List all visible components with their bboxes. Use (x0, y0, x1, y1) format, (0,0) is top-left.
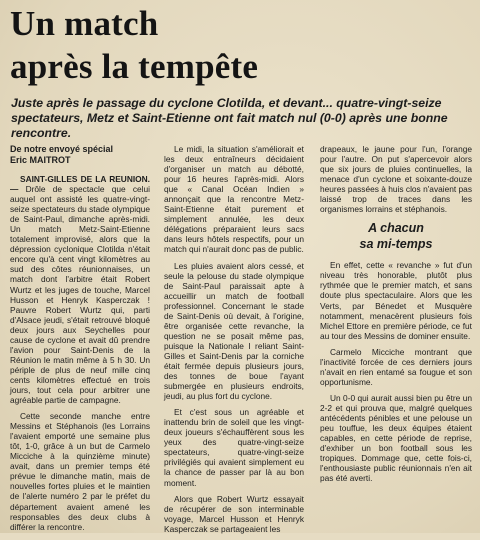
byline-role: De notre envoyé spécial (10, 144, 114, 154)
subheading-line-2: sa mi-temps (359, 237, 433, 252)
subheading-line-1: A chacun (368, 221, 424, 236)
column-3 (320, 144, 472, 489)
column-1 (10, 144, 150, 538)
article-lead: Juste après le passage du cyclone Clotilda, et devant... quatre-vingt-seize spectateurs, Metz et Saint-Etienne ont fait match nul (0-0) après une bonne rencontre. (11, 96, 448, 140)
headline (10, 2, 470, 88)
paragraph: Cette seconde manche entre Messins et Stéphanois (les Lorrains l'avaient emporté une semaine plus tôt, 1-0, grâce à un but de Carmelo Micciche à la quinzième minute) avait, dans un premier temps été prévue le dimanche matin, mais de nouvelles fortes pluies et le maintien de l'alerte numéro 2 par le préfet du département avaient amené les responsables des deux clubs à différer la rencontre. (10, 411, 150, 532)
byline (10, 144, 150, 165)
column-2 (164, 144, 304, 540)
paragraph (10, 174, 150, 405)
paragraph: Carmelo Micciche montrant que l'inactivité forcée de ces derniers jours n'avait en rien entamé sa fougue et son opportunisme. (320, 346, 472, 387)
paragraph: Un 0-0 qui aurait aussi bien pu être un 2-2 et qui prouva que, malgré quelques antécédents pénibles et une pelouse un peu touffue, les deux équipes étaient capables, en cette période de reprise, d'exhiber un bon football sous les tropiques. Dommage que, cette fois-ci, l'enthousiaste public réunionnais n'en ait pas été averti. (320, 392, 472, 484)
paragraph: Le midi, la situation s'améliorait et les deux entraîneurs décidaient d'organiser un match au débotté, pour 16 heures l'après-midi. Alors que « Canal Océan Indien » annonçait que la rencontre Metz-Saint-Etienne était purement et simplement annulée, les deux délégations préparaient leurs sacs dans leurs hôtels respectifs, pour un match qui n'aurait donc pas de public. (164, 144, 304, 255)
headline-line-1: Un match (10, 4, 159, 43)
paragraph: Et c'est sous un agréable et inattendu brin de soleil que les vingt-deux joueurs s'échauffèrent sous les yeux des quatre-vingt-seize spectateurs, quatre-vingt-seize privilégiés qui avaient simplement eu la chance de passer par là au bon moment. (164, 407, 304, 488)
headline-line-2: après la tempête (10, 47, 259, 86)
subheading (320, 220, 472, 252)
byline-author: Eric MAITROT (10, 154, 71, 165)
paragraph: drapeaux, le jaune pour l'un, l'orange pour l'autre. On put s'apercevoir alors que six jours de pluies continuelles, la menace d'un cyclone et soixante-douze heures passées à huis clos n'avaient pas laissé trop de traces dans les organismes lorrains et stéphanois. (320, 144, 472, 215)
paragraph: Alors que Robert Wurtz essayait de récupérer de son interminable voyage, Marcel Husson et Henryk Kasperczak se partageaient les (164, 493, 304, 534)
paragraph: En effet, cette « revanche » fut d'un niveau très honorable, plutôt plus rythmée que le premier match, et sans doute plus spectaculaire. Alors que les Verts, par Bénedet et Musquère notamment, menacèrent plusieurs fois Michel Ettore en première période, ce fut au tour des Messins de dominer ensuite. (320, 260, 472, 341)
dateline: SAINT-GILLES DE LA REUNION. — (10, 174, 150, 195)
paragraph: Les pluies avaient alors cessé, et seule la pelouse du stade olympique de Saint-Paul paraissait apte à accueillir un match de football professionnel. Concernant le stade de Saint-Denis où devait, à l'origine, être organisée cette revanche, la question ne se posait même pas, puisque la Nationale I reliant Saint-Gilles et Saint-Denis par la corniche était fermée depuis plusieurs jours, des tonnes de boue l'ayant submergée en plusieurs endroits, jeudi, au plus fort du cyclone. (164, 260, 304, 402)
paragraph-text: Drôle de spectacle que celui auquel ont assisté les quatre-vingt-seize spectateurs du stade olympique de Saint-Paul, dimanche après-midi. Un match Metz-Saint-Etienne totalement improvisé, alors que la dépression cyclonique Clotilda n'était encore qu'à cent vingt kilomètres au sud des côtes réunionnaises, un match dont l'arbitre était Robert Wurtz et les juges de touche, Marcel Husson et Henryk Kasperczak ! Pauvre Robert Wurtz qui, parti d'Alsace jeudi, s'était retrouvé bloqué deux jours aux Seychelles pour cause de cyclone et avait dû prendre l'avion pour Saint-Denis de la Réunion le matin même à 5 h 30. Un périple de plus de neuf mille cinq cents kilomètres effectué en trois jours, tout cela pour arbitrer une agréable partie de campagne. (10, 184, 150, 406)
